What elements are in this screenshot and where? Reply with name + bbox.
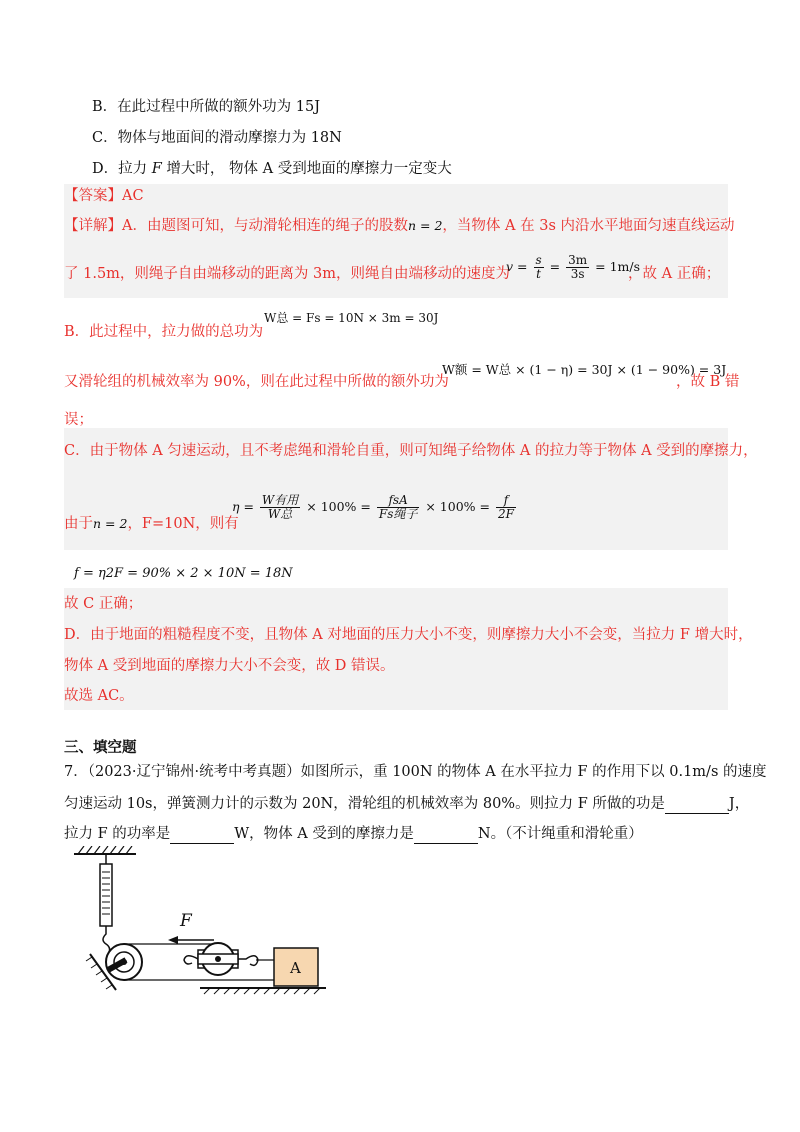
b2-tail: ，故 B 错	[676, 374, 740, 390]
option-d	[92, 159, 452, 179]
Fs: Fs绳子	[378, 507, 418, 521]
3m-over-3s	[566, 254, 589, 281]
force-label: F	[180, 911, 192, 931]
v-result: = 1m/s	[595, 259, 641, 274]
f-frac	[496, 494, 516, 521]
option-d-suffix: 增大时， 物体 A 受到地面的摩擦力一定变大	[161, 161, 452, 177]
frac-t: t	[536, 267, 541, 281]
detail-a1-tail: ，当物体 A 在 3s 内沿水平地面匀速直线运动	[442, 218, 735, 234]
f-num: f	[496, 494, 516, 508]
option-b: B．在此过程中所做的额外功为 15J	[92, 99, 321, 115]
blank-friction[interactable]	[414, 829, 478, 844]
detail-a-line2	[64, 264, 510, 284]
detail-a1-math: n = 2	[407, 218, 443, 233]
q7-line3c: N。（不计绳重和滑轮重）	[477, 826, 643, 842]
option-d-prefix: D．拉力	[92, 161, 152, 177]
s-over-t	[534, 254, 544, 281]
pulley-figure	[70, 846, 340, 1002]
detail-a1-text: 【详解】A．由题图可知，与动滑轮相连的绳子的股数	[64, 218, 408, 234]
velocity-formula	[506, 254, 640, 281]
q7-line2b: J，	[728, 796, 750, 812]
eq-sign: =	[549, 259, 561, 274]
w-total: W总	[267, 507, 293, 521]
frac-3m: 3m	[568, 253, 588, 267]
q7-line2	[64, 794, 749, 814]
w-useful: W有用	[261, 493, 299, 507]
fs-frac	[377, 494, 420, 521]
v-eq: v =	[506, 259, 528, 274]
detail-a2-text: 了 1.5m，则绳子自由端移动的距离为 3m，则绳自由端移动的速度为	[64, 266, 511, 282]
choose-line: 故选 AC。	[64, 688, 134, 704]
q7-line3a: 拉力 F 的功率是	[64, 826, 171, 842]
w-frac	[260, 494, 300, 521]
option-c: C．物体与地面间的滑动摩擦力为 18N	[92, 130, 342, 146]
c2-prefix: 由于	[64, 516, 93, 532]
eta-eq: η =	[232, 499, 254, 514]
b-math: W总 = Fs = 10N × 3m = 30J	[264, 311, 439, 325]
fs: fsA	[377, 494, 420, 508]
x100-b: × 100% =	[425, 499, 490, 514]
section-title: 三、填空题	[64, 739, 137, 756]
c2-n: n = 2	[93, 516, 128, 531]
spring-scale	[100, 864, 112, 926]
eta-formula	[232, 494, 518, 521]
detail-a-line1	[64, 216, 735, 236]
answer-shade-3	[64, 588, 728, 710]
x100-a: × 100% =	[306, 499, 371, 514]
f-den: 2F	[497, 507, 514, 521]
c2-mid: ，F=10N，则有	[127, 516, 239, 532]
q7-line2a: 匀速运动 10s，弹簧测力计的示数为 20N，滑轮组的机械效率为 80%。则拉力 F 所做的功是	[64, 796, 665, 812]
frac-s: s	[535, 253, 542, 267]
b2-line: 又滑轮组的机械效率为 90%，则在此过程中所做的额外功为	[64, 374, 449, 390]
b-line: B．此过程中，拉力做的总功为	[64, 324, 264, 340]
answer-label: 【答案】AC	[64, 188, 144, 204]
detail-a2-tail: ，故 A 正确；	[628, 266, 721, 282]
c4-line: 故 C 正确；	[64, 596, 143, 612]
b3-line: 误；	[64, 412, 93, 428]
c-line: C．由于物体 A 匀速运动，且不考虑绳和滑轮自重，则可知绳子给物体 A 的拉力等于物体 A 受到的摩擦力，	[64, 443, 758, 459]
q7-line3b: W，物体 A 受到的摩擦力是	[234, 826, 414, 842]
b2-math: W额 = W总 × (1 − η) = 30J × (1 − 90%) = 3J	[442, 362, 727, 377]
option-d-var: F	[151, 161, 162, 177]
frac-3s: 3s	[570, 267, 585, 281]
blank-power[interactable]	[170, 829, 234, 844]
blank-work[interactable]	[665, 799, 729, 814]
c3-math: f = η2F = 90% × 2 × 10N = 18N	[74, 566, 293, 581]
c2-line	[64, 514, 239, 534]
d-line1: D．由于地面的粗糙程度不变，且物体 A 对地面的压力大小不变，则摩擦力大小不会变，当拉力 F 增大时，	[64, 627, 753, 643]
block-a-label: A	[290, 959, 301, 977]
q7-line1: 7．（2023·辽宁锦州·统考中考真题）如图所示，重 100N 的物体 A 在水平拉力 F 的作用下以 0.1m/s 的速度	[64, 764, 767, 780]
d-line2: 物体 A 受到地面的摩擦力大小不会变，故 D 错误。	[64, 658, 395, 674]
q7-line3	[64, 824, 643, 844]
